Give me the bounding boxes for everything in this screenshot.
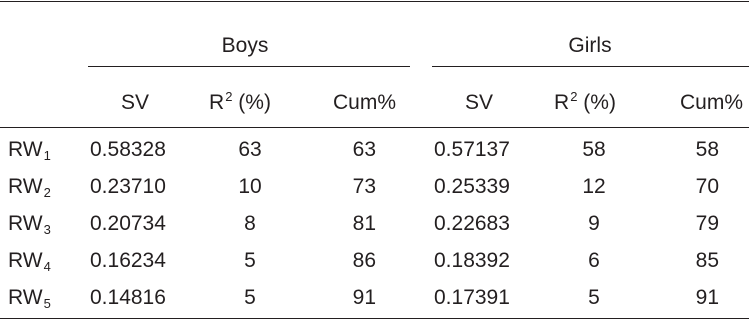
column-header-girls-r2: $R^2$ (%): [554, 89, 616, 114]
table-cell: 0.25339: [434, 175, 510, 198]
table-cell: 91: [695, 286, 719, 309]
row-label: $RW_5$: [8, 286, 51, 311]
table-cell: 9: [588, 212, 600, 235]
table-cell: 85: [695, 249, 719, 272]
table-cell: 81: [352, 212, 376, 235]
table-cell: 91: [352, 286, 376, 309]
table-cell: 12: [582, 175, 606, 198]
row-label: $RW_2$: [8, 175, 51, 200]
table-cell: 0.20734: [90, 212, 166, 235]
group-header-girls: Girls: [568, 34, 612, 57]
table-cell: 0.23710: [90, 175, 166, 198]
table-cell: 0.22683: [434, 212, 510, 235]
table-cell: 58: [695, 138, 719, 161]
column-header-boys-cum: Cum%: [332, 91, 396, 114]
table-cell: 5: [244, 249, 256, 272]
table-cell: 63: [352, 138, 376, 161]
table-cell: 86: [352, 249, 376, 272]
table-cell: 58: [582, 138, 606, 161]
bottom-rule: [0, 318, 749, 319]
table-cell: 73: [352, 175, 376, 198]
table-cell: 0.58328: [90, 138, 166, 161]
table-cell: 0.57137: [434, 138, 510, 161]
girls-group-rule: [432, 66, 749, 67]
table-cell: 63: [238, 138, 262, 161]
table-cell: 79: [695, 212, 719, 235]
group-header-boys: Boys: [221, 34, 269, 57]
table-cell: 0.18392: [434, 249, 510, 272]
table-cell: 8: [244, 212, 256, 235]
column-header-boys-r2: $R^2$ (%): [209, 89, 271, 114]
column-header-girls-sv: SV: [464, 91, 494, 114]
table-cell: 70: [695, 175, 719, 198]
table-cell: 0.17391: [434, 286, 510, 309]
header-bottom-rule: [0, 127, 749, 128]
column-header-girls-cum: Cum%: [679, 91, 743, 114]
table-cell: 5: [244, 286, 256, 309]
row-label: $RW_3$: [8, 212, 51, 237]
top-rule: [0, 1, 749, 2]
table-cell: 10: [238, 175, 262, 198]
boys-group-rule: [88, 66, 410, 67]
row-label: $RW_1$: [8, 138, 51, 163]
row-label: $RW_4$: [8, 249, 51, 274]
table-cell: 6: [588, 249, 600, 272]
table-cell: 0.16234: [90, 249, 166, 272]
table-cell: 0.14816: [90, 286, 166, 309]
table-cell: 5: [588, 286, 600, 309]
column-header-boys-sv: SV: [120, 91, 150, 114]
